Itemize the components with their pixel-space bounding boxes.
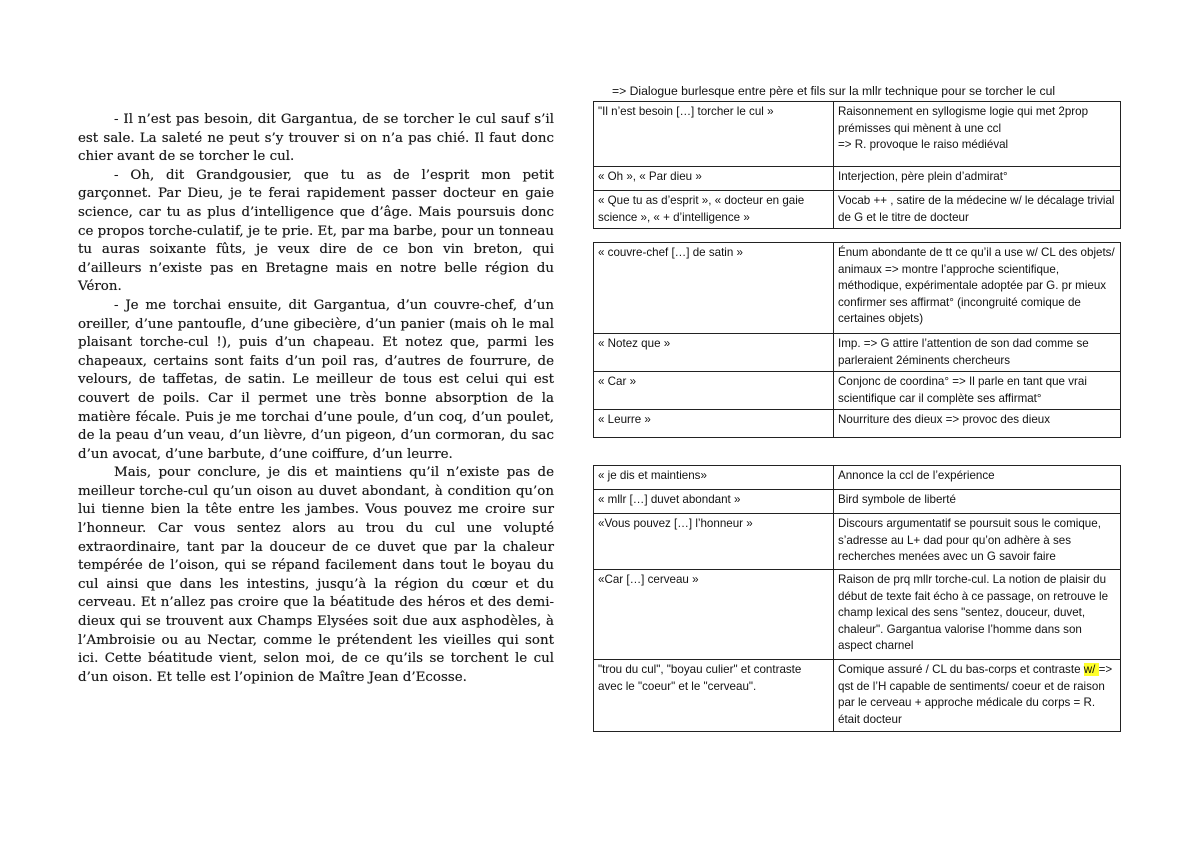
- comment-cell: Raisonnement en syllogisme logie qui met 2prop prémisses qui mènent à une ccl => R. provoque le raiso médiéval: [834, 102, 1121, 167]
- quote-cell: "Il n’est besoin […] torcher le cul »: [594, 102, 834, 167]
- quote-cell: « couvre-chef […] de satin »: [594, 243, 834, 334]
- comment-cell: Annonce la ccl de l’expérience: [834, 466, 1121, 490]
- comment-cell: Nourriture des dieux => provoc des dieux: [834, 410, 1121, 438]
- quote-cell: « Car »: [594, 372, 834, 410]
- quote-cell: «Car […] cerveau »: [594, 570, 834, 660]
- quote-cell: «Vous pouvez […] l’honneur »: [594, 514, 834, 570]
- table-row: [594, 191, 1121, 229]
- table-row: [594, 660, 1121, 732]
- table-row: [594, 102, 1121, 167]
- quote-cell: « Notez que »: [594, 334, 834, 372]
- table-row: [594, 167, 1121, 191]
- comment-cell: Bird symbole de liberté: [834, 490, 1121, 514]
- highlighted-text: w/: [1083, 663, 1099, 676]
- table-row: [594, 490, 1121, 514]
- comment-cell: [834, 660, 1121, 732]
- table-row: [594, 514, 1121, 570]
- passage-paragraph-4: Mais, pour conclure, je dis et maintiens qu’il n’existe pas de meilleur torche-cul qu’un oison au duvet abondant, à condition qu’on lui tienne bien la tête entre les jambes. Vous pouvez me croire sur l’honneur. Car vous sentez alors au trou du cul une volupté extraordinaire, tant par la douceur de ce duvet que par la chaleur tempérée de l’oison, qui se répand facilement dans tout le boyau du cul ainsi que dans les intestins, jusqu’à la région du cœur et du cerveau. Et n’allez pas croire que la béatitude des héros et des demi-dieux qui se trouvent aux Champs Elysées soit due aux asphodèles, à l’Ambroisie ou au Nectar, comme le prétendent les vieilles qui sont ici. Cette béatitude vient, selon moi, de ce qu’ils se torchent le cul d’un oison. Et telle est l’opinion de Maître Jean d’Ecosse.: [78, 465, 554, 685]
- quote-cell: « mllr […] duvet abondant »: [594, 490, 834, 514]
- table-row: [594, 243, 1121, 334]
- comment-text: => qst de l’H capable de sentiments/ coeur et de raison par le cerveau + approche médicale du corps = R. était docteur: [838, 663, 1113, 726]
- table-row: [594, 334, 1121, 372]
- comment-text: Comique assuré / CL du bas-corps et contraste: [838, 663, 1084, 676]
- comment-cell: Conjonc de coordina° => Il parle en tant que vrai scientifique car il complète ses affirmat°: [834, 372, 1121, 410]
- comment-cell: Raison de prq mllr torche-cul. La notion de plaisir du début de texte fait écho à ce passage, on retrouve le champ lexical des sens "sentez, douceur, duvet, chaleur". Gargantua valorise l’homme dans son aspect charnel: [834, 570, 1121, 660]
- table-row: [594, 410, 1121, 438]
- table-row: [594, 570, 1121, 660]
- quote-cell: « Que tu as d’esprit », « docteur en gaie science », « + d’intelligence »: [594, 191, 834, 229]
- notes-title: => Dialogue burlesque entre père et fils sur la mllr technique pour se torcher le cul: [612, 84, 1056, 98]
- comment-cell: Discours argumentatif se poursuit sous le comique, s’adresse au L+ dad pour qu’on adhère à ses recherches menées avec un G savoir faire: [834, 514, 1121, 570]
- table-row: [594, 372, 1121, 410]
- comment-cell: Énum abondante de tt ce qu’il a use w/ CL des objets/ animaux => montre l’approche scientifique, méthodique, expérimentale adoptée par G. pr mieux confirmer ses affirmat° (incongruité comique de certaines objets): [834, 243, 1121, 334]
- comment-cell: Vocab ++ , satire de la médecine w/ le décalage trivial de G et le titre de docteur: [834, 191, 1121, 229]
- quote-cell: "trou du cul", "boyau culier" et contraste avec le "coeur" et le "cerveau".: [594, 660, 834, 732]
- passage-paragraph-2: - Oh, dit Grandgousier, que tu as de l’esprit mon petit garçonnet. Par Dieu, je te ferai rapidement passer docteur en gaie science, car tu as plus d’intelligence que d’âge. Mais poursuis donc ce propos torche-culatif, je te prie. Et, par ma barbe, pour un tonneau tu auras soixante fûts, je veux dire de ce bon vin breton, qui d’ailleurs n’existe pas en Bretagne mais en notre belle région du Véron.: [78, 167, 554, 295]
- quote-cell: « je dis et maintiens»: [594, 466, 834, 490]
- comment-cell: Interjection, père plein d’admirat°: [834, 167, 1121, 191]
- passage-text: [78, 111, 554, 687]
- notes-table-1: [593, 101, 1121, 229]
- notes-table-3: [593, 465, 1121, 732]
- quote-cell: « Oh », « Par dieu »: [594, 167, 834, 191]
- notes-table-2: [593, 242, 1121, 438]
- quote-cell: « Leurre »: [594, 410, 834, 438]
- table-row: [594, 466, 1121, 490]
- passage-paragraph-1: - Il n’est pas besoin, dit Gargantua, de se torcher le cul sauf s’il est sale. La saleté ne peut s’y trouver si on n’a pas chié. Il faut donc chier avant de se torcher le cul.: [78, 112, 554, 165]
- passage-paragraph-3: - Je me torchai ensuite, dit Gargantua, d’un couvre-chef, d’un oreiller, d’une pantoufle, d’une gibecière, d’un panier (mais oh le mal plaisant torche-cul !), puis d’un chapeau. Et notez que, parmi les chapeaux, certains sont faits d’un poil ras, d’autres de fourrure, de velours, de taffetas, de satin. Le meilleur de tous est celui qui est couvert de poils. Car il permet une très bonne absorption de la matière fécale. Puis je me torchai d’une poule, d’un coq, d’un poulet, de la peau d’un veau, d’un lièvre, d’un pigeon, d’un cormoran, du sac d’un avocat, d’une barbute, d’une coiffure, d’un leurre.: [78, 297, 554, 462]
- comment-cell: Imp. => G attire l’attention de son dad comme se parleraient 2éminents chercheurs: [834, 334, 1121, 372]
